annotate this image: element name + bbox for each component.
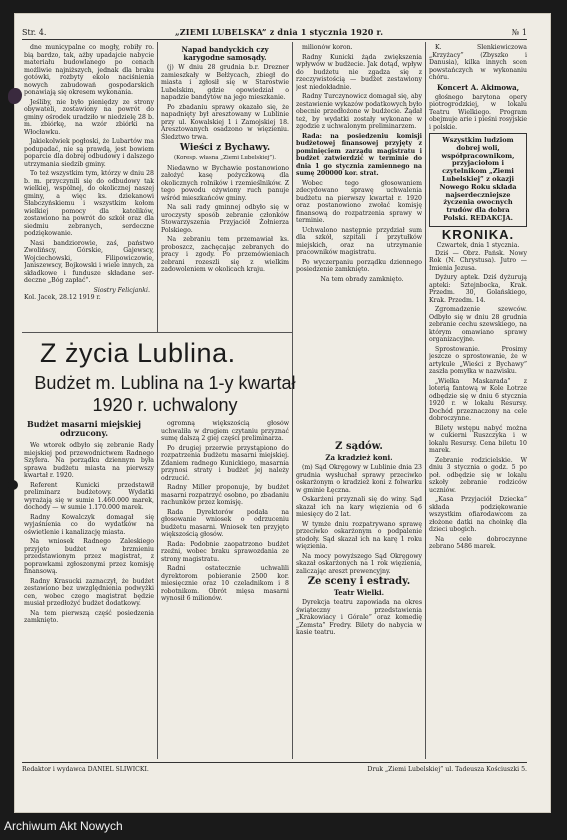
paragraph: „Kasa Przyjaciół Dziecka” składa podziękowanie wszystkim ofiarodawcom za złożone datki na choinkę dla dzieci ubogich. — [429, 496, 527, 534]
column-6 — [296, 440, 422, 758]
paragraph: Dyżury aptek. Dziś dyżurują apteki: Sztejnbocka, Krak. Przedm. 30, Golańskiego, Krak. Przedm. 14. — [429, 274, 527, 304]
section-headline: Z sądów. — [335, 441, 383, 452]
paragraph: milionów koron. — [302, 44, 353, 51]
paragraph: (j) W dniu 28 grudnia b.r. Drezner zamieszkały w Bełżycach, zbiegł do miasta i zgłosił się w Starostwie Lubelskim, gdzie opowiedział o napadzie bandytów na jego mieszkanie. — [161, 64, 289, 101]
column-5 — [161, 420, 289, 758]
paragraph: K. Slenkiewiczowa „Krzyżacy” (Zbyszko i Danusia), kilka innych scen powstańczych w wykonaniu chóru. — [429, 44, 527, 81]
section-subtitle: Budżet m. Lublina na 1-y kwartał 1920 r. uchwalony — [34, 373, 296, 415]
paragraph: Radny Kowalczyk domagał się wyjaśnienia co do wydatków na oświetlenie i kanalizację miasta. — [24, 513, 154, 536]
paragraph: Na sali rady gminnej odbyło się w uroczysty sposób zebranie członków Stowarzyszenia Przyjaciół Żołnierza Polskiego. — [161, 204, 289, 234]
column-2 — [161, 44, 289, 330]
section-headline: KRONIKA. — [441, 226, 515, 242]
paragraph: Po zbadaniu sprawy okazało się, że napadnięty był aresztowany w Lublinie przy ul. Kowalskiej 1 i Zamojskiej 18. Aresztowanych osadzono w więzieniu. Śledztwo trwa. — [161, 103, 289, 141]
paragraph: W tymże dniu rozpatrywano sprawę przeciwko oskarżonym o podpalenie stodoły. Sąd skazał ich na karę 1 roku więzienia. — [296, 520, 422, 550]
signature: Siostry Felicjanki. — [93, 286, 150, 294]
paragraph: Dziś — Obrz. Pańsk. Nowy Rok (N. Chrystusa). Jutro — Imienia Jezusa. — [429, 249, 527, 272]
paragraph: Radny Miller proponuje, by budżet masarni rozpatrzyć osobno, po zbadaniu rachunków przez komisję. — [161, 484, 289, 506]
paragraph: Na tem obrady zamknięto. — [320, 275, 404, 283]
dateline: Kol. Jacek, 28.12 1919 r. — [24, 294, 101, 301]
column-1 — [24, 44, 154, 330]
paragraph: Zebranie rodzicielskie. W dniu 3 stycznia o godz. 5 po poł. odbędzie się w lokalu szkoły zebranie rodziców uczniów. — [429, 456, 527, 494]
page-number: Str. 4. — [22, 27, 47, 37]
paragraph: Radny Kunicki żąda zwiększenia wpływów w budżecie. Jak dotąd, wpływ do budżetu nie zgadza się z rzeczywistością — budżet zestawiony jest niedokładnie. — [296, 53, 422, 91]
paragraph: Nasi bandziorowie, zaś, państwo Zwolińscy, Górskie, Gajewscy, Wojciechowski, Filipowiczowie, Janiszewscy, Bojkowski i wiele innych, za składkowe i fundusze składane ser- deczne „Bóg zapłać”. — [24, 239, 154, 284]
paragraph: Na mocy powyższego Sąd Okręgowy skazał oskarżonych na 1 rok więzienia, zaliczając areszt prewencyjny. — [296, 552, 422, 575]
paragraph: Uchwalono następnie przydział sum dla szkół, szpitali i przytułków miejskich, oraz na utrzymanie pracowników magistratu. — [296, 226, 422, 256]
bold-paragraph: Rada: na posiedzeniu komisji budżetowej finansowej przyjęty z pominięciem zarządu magistratu i budżet zatwierdzić w terminie do dnia 1 go stycznia zamiennego na sumę 200000 kor. strat. — [296, 132, 422, 177]
article-headline: Koncert A. Akimowa, — [436, 82, 520, 92]
printer-credit: Druk „Ziemi Lubelskiej” ul. Tadeusza Kościuszki 5. — [367, 765, 527, 773]
paragraph: ogromną większością głosów uchwaliła w drugiem czytaniu przyznać sumę dalszą 2 giej części preliminarza. — [161, 420, 289, 442]
column-4 — [24, 442, 154, 758]
paragraph: Rada: Podobnie zaopatrzono budżet rzeźni, wobec braku sprawozdania ze strony magistratu. — [161, 540, 289, 563]
paragraph: To też wszystkim tym, którzy w dniu 28 b. m. przyczynili się do odbudowy tak wielkiej, wspólnej, do okolicznej naszej gminy, a więc ks. dziekanowi Słabczyńskiemu i wszystkim kołom wielkiej pomocy dla katolików, zostawiono na powrót do szkół oraz dla siedmiu zebranych, serdeczne podziękowanie. — [24, 170, 154, 237]
editor-credit: Redaktor i wydawca DANIEL SLIWICKI. — [22, 765, 149, 773]
paragraph: Niedawno w Bychawie postanowiono założyć kasę pożyczkową dla okolicznych rolników i rzemieślników. Z tego powodu ożywiony ruch panuje wśród mieszkańców gminy. — [161, 164, 289, 202]
section-rule — [22, 332, 292, 333]
paragraph: Radny Turczynowicz domagał się, aby zestawienie wykazów podatkowych było obecnie przedłożone w budżecie. Żądał też, by wydatki zostały wykonane w zgodzie z uchwalonym preliminarzem. — [296, 93, 422, 130]
column-rule — [157, 42, 158, 332]
paragraph: dne municypalne co mogły, robiły ro. bią bardzo, tak, ażby upadajcie nabycie materiału budowlanego po cenach możliwie najniższych, jednak dla braku gotówki, rozbyty ekolo naciśnienia nowych zabudowań gospodarskich ponawiają się okresem wykonania. — [24, 44, 154, 96]
section-title: Z życia Lublina. — [40, 338, 236, 368]
column-7 — [429, 44, 527, 758]
issue-number: № 1 — [511, 27, 527, 37]
correspondence-note: (Koresp. własna „Ziemi Lubelskiej”). — [173, 155, 277, 161]
new-year-greeting-box: Wszystkim ludziom dobrej woli, współpracownikom, przyjaciołom i czytelnikom „Ziemi Lubelskiej” z okazji Nowego Roku składa najserdeczniejsze życzenia owocnych trudów dla dobra Polski. REDAKCJA. — [429, 133, 527, 227]
archive-label-bar — [0, 813, 567, 840]
paragraph: Na tem pierwszą część posiedzenia zamknięto. — [24, 609, 154, 624]
article-headline: Budżet masarni miejskiej odrzucony. — [26, 419, 142, 438]
paragraph: głośnego barytona opery piotrogrodzkiej, w lokalu Teatru Wielkiego. Program obejmuje arie i pieśni rosyjskie i polskie. — [429, 93, 527, 131]
paragraph: Zgromadzenie szewców. Odbyło się w dniu 28 grudnia zebranie cechu szewskiego, na którym omawiano sprawy organizacyjne. — [429, 306, 527, 344]
paragraph: Na zebraniu tem przemawiał ks. proboszcz, zachęcając zebranych do pracy i zgody. Po przemówieniach zebrani rozeszli się z wielkim zadowoleniem w okolicach kraju. — [161, 236, 289, 273]
paragraph: Radny Krasucki zaznaczył, że budżet zestawiono bez uwzględnienia podwyżki cen, wobec czego magistrat będzie musiał przedłożyć budżet dodatkowy. — [24, 577, 154, 607]
paragraph: (m) Sąd Okręgowy w Lublinie dnia 23 grudnia wysłuchał sprawy przeciwko oskarżonym o kradzież koni z folwarku w gminie Łęczna. — [296, 464, 422, 494]
article-headline: Teatr Wielki. — [333, 588, 385, 597]
paragraph: Na wniosek Radnego Zaleskiego przyjęto budżet w brzmieniu przedstawionym przez magistrat, z poprawkami zgłoszonymi przez komisję finansową. — [24, 538, 154, 575]
paragraph: We wtorek odbyło się zebranie Rady miejskiej pod przewodnictwem Radnego Szyfera. Na porządku dziennym była sprawa budżetu miasta na pierwszy kwartał r. 1920. — [24, 442, 154, 479]
masthead-line: „ZIEMI LUBELSKA” z dnia 1 stycznia 1920 r. — [174, 27, 384, 37]
paragraph: Rada Dyrektorów podała na głosowanie wniosek o odrzuceniu budżetu masarni. Wniosek ten przyjęto większością głosów. — [161, 508, 289, 538]
paragraph: Dyrekcja teatru zapowiada na okres świąteczny przedstawienia „Krakowiacy i Górale” oraz komedię „Zemsta” Fredry. Bilety do nabycia w kasie teatru. — [296, 599, 422, 636]
paragraph: Na cele dobroczynne zebrano 5486 marek. — [429, 535, 527, 551]
paragraph: Bilety wstępu nabyć można w cukierni Ruszczyka i w lokalu Resursy. Cena biletu 10 marek. — [429, 424, 527, 455]
paragraph: Oskarżeni przyznali się do winy. Sąd skazał ich na kary więzienia od 6 miesięcy do 2 lat. — [296, 496, 422, 518]
page-footer — [22, 762, 527, 775]
paragraph: Jeśliby, nie było pieniędzy ze strony obywateli, zostawiony na powrót do gminy ośrodek uradziło w niedzielę 28 b. m. zbiórkę, na wzór zbiórki na Włocławku. — [24, 98, 154, 136]
paragraph: Sprostowanie. Prosimy jeszcze o sprostowanie, że w artykule „Wieści z Bychawy” zaszła pomyłka w nazwisku. — [429, 345, 527, 376]
column-3 — [296, 44, 422, 438]
article-headline: Wieści z Bychawy. — [179, 143, 271, 153]
paragraph: Radni ostatecznie uchwalili dyrektorom pobieranie 2500 kor. miesięcznie oraz 10 czeladnikom i 8 robotnikom. Obrót mięsa masarni wynosił 6 milionów. — [161, 565, 289, 602]
section-headline: Ze sceny i estrady. — [307, 576, 411, 587]
kronika-date: Czwartek, dnia 1 stycznia. — [436, 242, 520, 250]
binding-hole — [8, 480, 18, 490]
article-headline: Za kradzież koni. — [325, 453, 393, 462]
paragraph: Po drugiej przerwie przystąpiono do rozpatrzenia budżetu masarni miejskiej. Zdaniem radnego Kunickiego, masarnia przynosi straty i budżet jej należy odrzucić. — [161, 444, 289, 482]
paragraph: Po wyczerpaniu porządku dziennego posiedzenie zamknięto. — [296, 258, 422, 273]
article-headline: Napad bandyckich czy karygodne samosądy. — [181, 45, 269, 62]
paragraph: Jakiekolwiek pogłoski, że Lubartów ma podupadać, nie są prawdą, jest bowiem poparcie dla dobrej odbudowy i dalszego utrzymania siedzib gminy. — [24, 138, 154, 168]
paragraph: Referent Kunicki przedstawił preliminarz budżetowy. Wydatki wyrażają się w sumie 1.460.000 marek, dochody — w sumie 1.170.000 marek. — [24, 481, 154, 511]
column-rule — [157, 440, 158, 759]
paragraph: „Wielka Maskarada” z loterią fantową w Kole Łotrze odbędzie się w dniu 6 stycznia 1920 r. w lokalu Resursy. Dochód przeznaczony na cele dobroczynne. — [429, 377, 527, 423]
page-header — [22, 25, 527, 40]
column-rule — [425, 42, 426, 759]
archive-label: Archiwum Akt Nowych — [4, 819, 123, 833]
paragraph: Wobec tego głosowaniem zdecydowano sprawę uchwalenia budżetu na pierwszy kwartał r. 1920 oraz postanowiono zwołać komisję finansową do rozpatrzenia sprawy w terminie. — [296, 179, 422, 224]
